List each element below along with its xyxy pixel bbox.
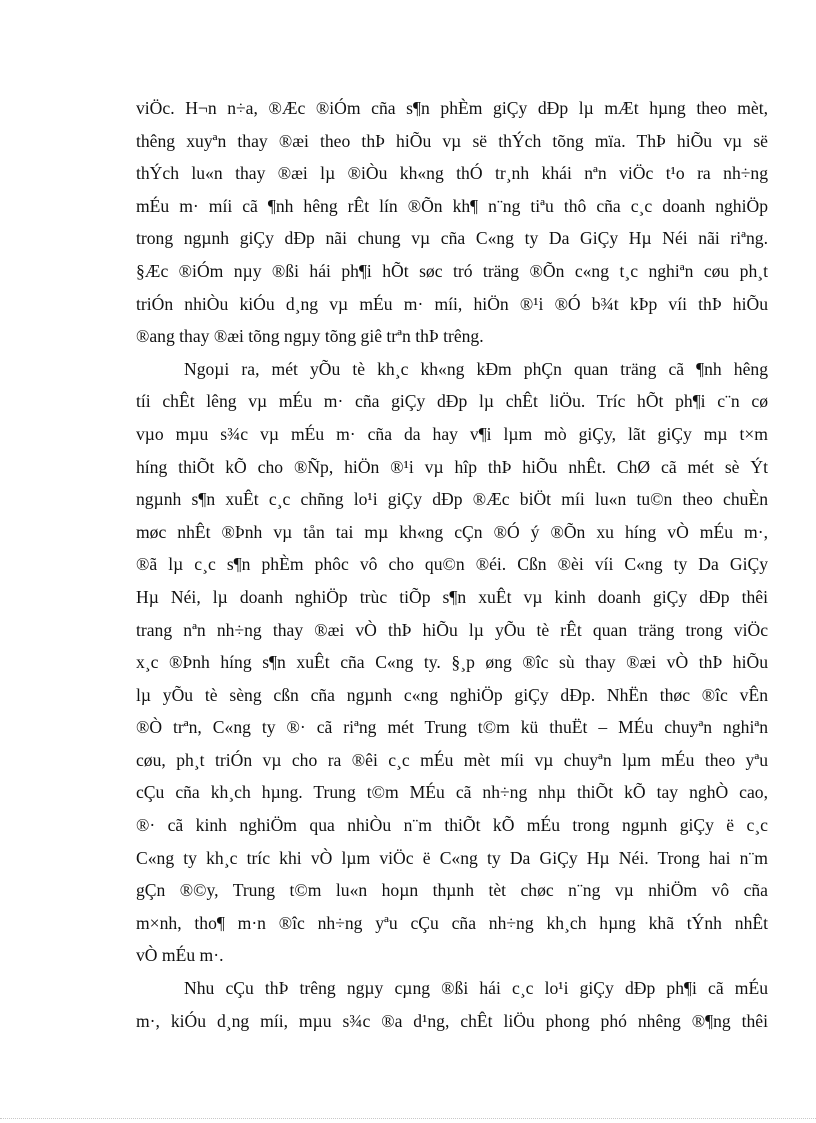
text-line: Hµ Néi, lµ doanh nghiÖp trùc tiÕp s¶n xuÊt vµ kinh doanh giÇy dÐp thêi xyxy=(136,586,768,607)
text-line: §Æc ®iÓm nµy ®ßi hái ph¶i hÕt søc tró träng ®Õn c«ng t¸c nghiªn cøu ph¸t xyxy=(136,260,768,281)
text-line: ®Ò trªn, C«ng ty ®· cã riªng mét Trung t©m kü thuËt – MÉu chuyªn nghiªn xyxy=(136,717,768,738)
text-line: cøu, ph¸t triÓn vµ cho ra ®êi c¸c mÉu mèt míi vµ chuyªn lµm mÉu theo yªu xyxy=(136,749,768,770)
text-line: trong ngµnh giÇy dÐp nãi chung vµ cña C«ng ty Da GiÇy Hµ Néi nãi riªng. xyxy=(136,228,768,249)
text-line: gÇn ®©y, Trung t©m lu«n hoµn thµnh tèt chøc n¨ng vµ nhiÖm vô cña xyxy=(136,880,768,901)
text-line: m×nh, tho¶ m·n ®îc nh÷ng yªu cÇu cña nh÷ng kh¸ch hµng khã tÝnh nhÊt xyxy=(136,912,768,933)
text-line: Nhu cÇu thÞ trêng ngµy cµng ®ßi hái c¸c lo¹i giÇy dÐp ph¶i cã mÉu xyxy=(184,978,768,999)
text-line: ngµnh s¶n xuÊt c¸c chñng lo¹i giÇy dÐp ®Æc biÖt míi lu«n tu©n theo chuÈn xyxy=(136,489,768,510)
text-line: trang nªn nh÷ng thay ®æi vÒ thÞ hiÕu lµ yÕu tè rÊt quan träng trong viÖc xyxy=(136,619,768,640)
text-line: híng thiÕt kÕ cho ®Ñp, hiÖn ®¹i vµ hîp thÞ hiÕu nhÊt. ChØ cã mét sè Ýt xyxy=(136,456,768,477)
text-line: lµ yÕu tè sèng cßn cña ngµnh c«ng nghiÖp giÇy dÐp. NhËn thøc ®îc vÊn xyxy=(136,684,768,705)
text-line: thêng xuyªn thay ®æi theo thÞ hiÕu vµ së thÝch tõng mïa. ThÞ hiÕu vµ së xyxy=(136,130,768,151)
text-line: x¸c ®Þnh híng s¶n xuÊt cña C«ng ty. §¸p øng ®îc sù thay ®æi vÒ thÞ hiÕu xyxy=(136,652,768,673)
text-line: viÖc. H¬n n÷a, ®Æc ®iÓm cña s¶n phÈm giÇy dÐp lµ mÆt hµng theo mèt, xyxy=(136,98,768,118)
text-line: møc nhÊt ®Þnh vµ tån tai mµ kh«ng cÇn ®Ó ý ®Õn xu híng vÒ mÉu m·, xyxy=(136,521,768,542)
page-bottom-divider xyxy=(0,1118,816,1119)
text-line: Ngoµi ra, mét yÕu tè kh¸c kh«ng kÐm phÇn quan träng cã ¶nh hêng xyxy=(184,358,768,379)
text-line: ®ang thay ®æi tõng ngµy tõng giê trªn thÞ trêng. xyxy=(136,326,484,347)
body-text xyxy=(136,92,768,1037)
text-line: mÉu m· míi cã ¶nh hêng rÊt lín ®Õn kh¶ n¨ng tiªu thô cña c¸c doanh nghiÖp xyxy=(136,195,768,216)
text-line: m·, kiÓu d¸ng míi, mµu s¾c ®a d¹ng, chÊt liÖu phong phó nhêng ®¶ng thêi xyxy=(136,1010,768,1031)
text-line: vµo mµu s¾c vµ mÉu m· cña da hay v¶i lµm mò giÇy, lãt giÇy mµ t×m xyxy=(136,423,768,444)
text-line: vÒ mÉu m·. xyxy=(136,945,224,966)
text-line: tíi chÊt lêng vµ mÉu m· cña giÇy dÐp lµ chÊt liÖu. Tríc hÕt ph¶i c¨n cø xyxy=(136,391,768,412)
text-line: thÝch lu«n thay ®æi lµ ®iÒu kh«ng thÓ tr¸nh khái nªn viÖc t¹o ra nh÷ng xyxy=(136,163,768,184)
text-line: C«ng ty kh¸c tríc khi vÒ lµm viÖc ë C«ng ty Da GiÇy Hµ Néi. Trong hai n¨m xyxy=(136,847,768,868)
text-line: cÇu cña kh¸ch hµng. Trung t©m MÉu cã nh÷ng nhµ thiÕt kÕ tay nghÒ cao, xyxy=(136,782,768,803)
text-line: ®ã lµ c¸c s¶n phÈm phôc vô cho qu©n ®éi. Cßn ®èi víi C«ng ty Da GiÇy xyxy=(136,554,768,575)
text-line: ®· cã kinh nghiÖm qua nhiÒu n¨m thiÕt kÕ mÉu trong ngµnh giÇy ë c¸c xyxy=(136,815,768,836)
text-line: triÓn nhiÒu kiÓu d¸ng vµ mÉu m· míi, hiÖn ®¹i ®Ó b¾t kÞp víi thÞ hiÕu xyxy=(136,293,768,314)
